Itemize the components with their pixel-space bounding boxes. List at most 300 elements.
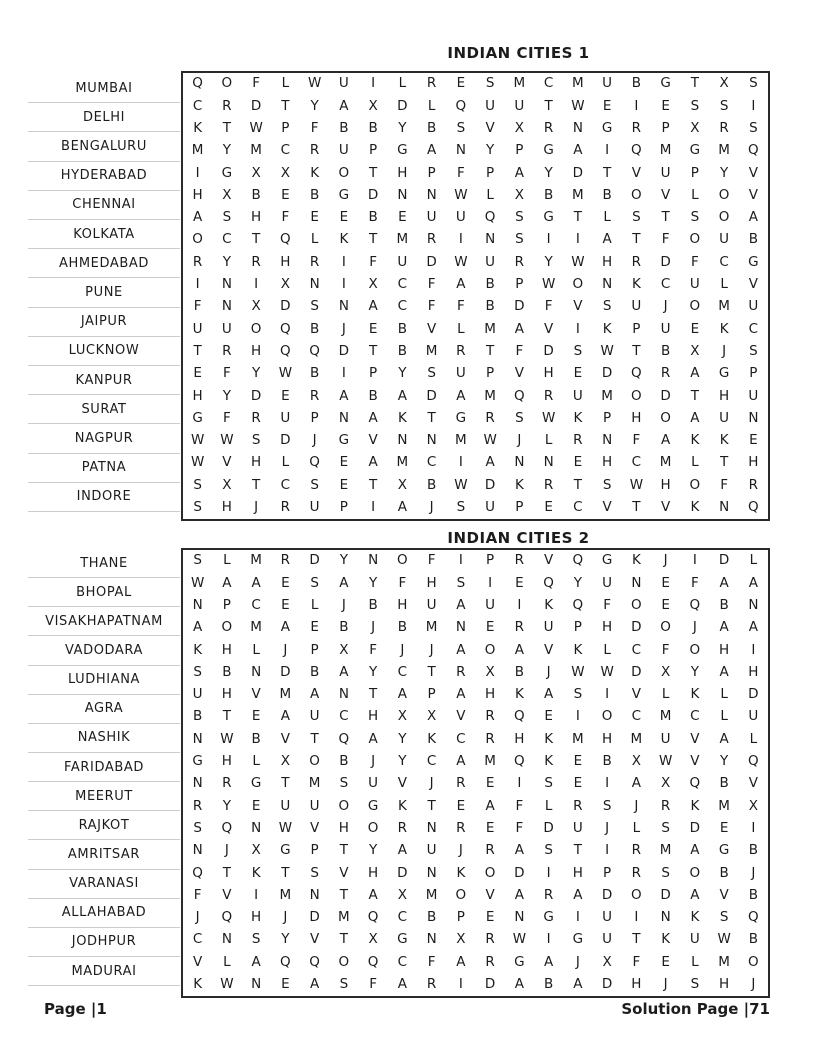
grid-cell: K xyxy=(690,686,700,703)
grid-cell: P xyxy=(427,686,436,703)
grid-cell: C xyxy=(426,753,437,770)
grid-cell: J xyxy=(663,298,668,315)
grid-cell: L xyxy=(632,819,641,836)
grid-cell: A xyxy=(310,686,320,703)
grid-cell: S xyxy=(544,842,553,859)
grid-cell: O xyxy=(689,231,701,248)
grid-cell: S xyxy=(690,97,700,114)
grid-cell: G xyxy=(280,842,291,859)
grid-cell: B xyxy=(339,119,349,136)
grid-cell: C xyxy=(456,730,466,747)
grid-cell: P xyxy=(369,142,378,159)
grid-cell: O xyxy=(221,75,233,92)
grid-cell: E xyxy=(661,953,670,970)
grid-cell: M xyxy=(455,432,467,449)
grid-cell: U xyxy=(309,797,320,814)
grid-cell: N xyxy=(719,499,730,516)
grid-cell: P xyxy=(310,641,319,658)
grid-cell: J xyxy=(254,499,259,516)
grid-cell: L xyxy=(603,641,611,658)
grid-cell: B xyxy=(602,186,612,203)
grid-cell: T xyxy=(690,75,699,92)
grid-cell: S xyxy=(749,75,758,92)
grid-cell: V xyxy=(427,320,437,337)
grid-cell: Q xyxy=(367,909,379,926)
puzzle-2-grid xyxy=(181,548,770,998)
grid-cell: L xyxy=(281,75,290,92)
grid-cell: R xyxy=(280,499,291,516)
grid-cell: O xyxy=(250,320,262,337)
grid-cell: A xyxy=(427,142,437,159)
grid-cell: V xyxy=(222,886,232,903)
grid-cell: X xyxy=(690,119,700,136)
grid-cell: T xyxy=(369,476,378,493)
grid-cell: N xyxy=(543,454,554,471)
grid-cell: G xyxy=(543,142,554,159)
grid-cell: S xyxy=(339,775,349,792)
grid-cell: F xyxy=(427,276,436,293)
grid-cell: H xyxy=(221,686,232,703)
grid-cell: L xyxy=(720,276,728,293)
grid-cell: Y xyxy=(222,387,231,404)
grid-cell: P xyxy=(515,276,524,293)
grid-cell: Y xyxy=(573,574,582,591)
grid-cell: I xyxy=(371,499,376,516)
grid-cell: M xyxy=(572,730,584,747)
grid-cell: Q xyxy=(309,454,320,471)
grid-cell: U xyxy=(485,499,496,516)
grid-cell: X xyxy=(251,842,261,859)
grid-cell: O xyxy=(572,276,584,293)
grid-cell: X xyxy=(251,164,261,181)
grid-cell: X xyxy=(368,276,378,293)
grid-cell: U xyxy=(719,409,730,426)
grid-cell: T xyxy=(603,164,612,181)
grid-cell: X xyxy=(485,663,495,680)
grid-cell: F xyxy=(456,164,465,181)
grid-cell: A xyxy=(397,387,407,404)
grid-cell: E xyxy=(281,976,290,993)
grid-cell: A xyxy=(573,976,583,993)
grid-cell: M xyxy=(572,186,584,203)
grid-cell: X xyxy=(397,476,407,493)
grid-cell: X xyxy=(427,708,437,725)
grid-cell: H xyxy=(719,387,730,404)
grid-cell: Y xyxy=(252,365,261,382)
grid-cell: S xyxy=(310,864,319,881)
grid-cell: R xyxy=(456,775,466,792)
word-list-item xyxy=(28,695,180,724)
grid-cell: T xyxy=(632,499,641,516)
grid-cell: E xyxy=(749,432,758,449)
grid-cell: X xyxy=(514,119,524,136)
grid-cell: M xyxy=(279,686,292,703)
grid-cell: T xyxy=(369,342,378,359)
grid-cell: D xyxy=(514,864,525,881)
grid-cell: T xyxy=(573,209,582,226)
grid-cell: O xyxy=(367,819,379,836)
grid-cell: P xyxy=(369,365,378,382)
grid-cell: F xyxy=(222,365,231,382)
grid-cell: V xyxy=(310,819,320,836)
grid-cell: I xyxy=(546,231,551,248)
grid-cell: O xyxy=(484,864,496,881)
grid-cell: N xyxy=(748,409,759,426)
grid-cell: I xyxy=(751,97,756,114)
grid-cell: R xyxy=(192,797,203,814)
grid-cell: L xyxy=(544,432,553,449)
grid-cell: A xyxy=(544,686,554,703)
grid-cell: C xyxy=(339,708,349,725)
grid-cell: H xyxy=(192,186,203,203)
grid-cell: C xyxy=(192,97,203,114)
grid-cell: I xyxy=(371,75,376,92)
grid-cell: I xyxy=(575,708,580,725)
grid-cell: J xyxy=(663,552,668,569)
grid-cell: L xyxy=(310,231,319,248)
grid-cell: E xyxy=(661,97,670,114)
grid-cell: B xyxy=(485,276,495,293)
grid-cell: H xyxy=(748,663,759,680)
grid-cell: C xyxy=(719,253,729,270)
grid-cell: U xyxy=(602,909,613,926)
grid-cell: I xyxy=(575,909,580,926)
puzzle-2-title: INDIAN CITIES 2 xyxy=(447,529,590,547)
grid-cell: D xyxy=(397,97,408,114)
grid-cell: K xyxy=(544,753,554,770)
grid-cell: M xyxy=(659,142,672,159)
grid-cell: E xyxy=(485,619,495,636)
grid-cell: B xyxy=(602,753,612,770)
grid-cell: O xyxy=(631,186,642,203)
word-label: MEERUT xyxy=(75,788,133,804)
grid-cell: W xyxy=(278,819,293,836)
grid-cell: R xyxy=(660,797,671,814)
grid-cell: N xyxy=(748,596,759,613)
grid-cell: F xyxy=(661,641,670,658)
grid-cell: F xyxy=(427,552,436,569)
grid-cell: H xyxy=(251,909,262,926)
word-list-item xyxy=(28,74,180,103)
grid-cell: H xyxy=(221,753,232,770)
grid-cell: Y xyxy=(398,119,407,136)
grid-cell: K xyxy=(690,909,700,926)
grid-cell: B xyxy=(397,342,407,359)
grid-cell: B xyxy=(309,663,320,680)
grid-cell: T xyxy=(427,797,436,814)
grid-cell: M xyxy=(572,75,584,92)
grid-cell: M xyxy=(396,454,409,471)
grid-cell: H xyxy=(251,342,262,359)
grid-cell: U xyxy=(192,686,203,703)
grid-cell: H xyxy=(397,164,408,181)
grid-cell: U xyxy=(280,797,291,814)
grid-cell: B xyxy=(368,119,378,136)
grid-cell: W xyxy=(190,432,205,449)
grid-cell: W xyxy=(454,186,468,203)
grid-cell: H xyxy=(485,686,496,703)
grid-cell: Y xyxy=(369,842,378,859)
grid-cell: A xyxy=(544,953,554,970)
word-label: INDORE xyxy=(76,489,132,505)
grid-cell: A xyxy=(368,454,378,471)
grid-cell: H xyxy=(397,596,408,613)
grid-cell: N xyxy=(192,842,203,859)
grid-cell: Y xyxy=(222,797,231,814)
grid-cell: B xyxy=(251,730,261,747)
grid-cell: B xyxy=(339,619,349,636)
grid-cell: G xyxy=(397,931,408,948)
grid-cell: Y xyxy=(398,753,407,770)
grid-cell: D xyxy=(572,164,584,181)
grid-cell: U xyxy=(338,142,349,159)
grid-cell: L xyxy=(720,708,728,725)
grid-cell: S xyxy=(456,119,466,136)
grid-cell: A xyxy=(456,276,466,293)
grid-cell: L xyxy=(749,730,758,747)
grid-cell: P xyxy=(632,320,641,337)
grid-cell: T xyxy=(281,864,290,881)
grid-cell: R xyxy=(660,365,671,382)
grid-cell: Y xyxy=(222,253,231,270)
grid-cell: N xyxy=(426,186,437,203)
grid-cell: V xyxy=(368,432,378,449)
grid-cell: Y xyxy=(720,164,729,181)
grid-cell: M xyxy=(484,320,496,337)
grid-cell: F xyxy=(720,476,728,493)
grid-cell: E xyxy=(339,209,349,226)
grid-cell: O xyxy=(338,164,350,181)
grid-cell: I xyxy=(458,552,463,569)
grid-cell: Y xyxy=(398,730,407,747)
grid-cell: S xyxy=(573,342,583,359)
grid-cell: I xyxy=(605,142,610,159)
grid-cell: U xyxy=(748,298,759,315)
grid-cell: M xyxy=(513,75,526,92)
grid-cell: B xyxy=(426,119,437,136)
grid-cell: I xyxy=(546,864,551,881)
word-label: LUCKNOW xyxy=(68,343,140,359)
grid-cell: E xyxy=(515,574,524,591)
word-list-item xyxy=(28,666,180,695)
grid-cell: N xyxy=(572,119,583,136)
grid-cell: M xyxy=(484,387,496,404)
grid-cell: P xyxy=(515,142,524,159)
grid-cell: A xyxy=(719,730,729,747)
grid-cell: P xyxy=(427,164,436,181)
grid-cell: H xyxy=(631,976,642,993)
grid-cell: A xyxy=(748,574,758,591)
grid-cell: L xyxy=(427,97,436,114)
grid-cell: M xyxy=(396,231,409,248)
grid-cell: T xyxy=(369,686,378,703)
grid-cell: R xyxy=(573,432,583,449)
grid-cell: L xyxy=(223,953,231,970)
grid-cell: R xyxy=(222,97,232,114)
grid-cell: S xyxy=(690,976,700,993)
grid-cell: T xyxy=(427,409,436,426)
grid-cell: U xyxy=(309,499,320,516)
grid-cell: M xyxy=(718,953,730,970)
grid-cell: J xyxy=(312,432,317,449)
grid-cell: P xyxy=(690,164,699,181)
grid-cell: B xyxy=(368,387,378,404)
grid-cell: B xyxy=(222,663,232,680)
grid-cell: V xyxy=(544,641,554,658)
word-label: AGRA xyxy=(84,701,124,717)
grid-cell: Q xyxy=(280,953,291,970)
grid-cell: B xyxy=(309,320,320,337)
grid-cell: R xyxy=(426,976,437,993)
grid-cell: H xyxy=(221,641,232,658)
grid-cell: N xyxy=(397,432,408,449)
grid-cell: I xyxy=(517,596,522,613)
grid-cell: P xyxy=(222,596,231,613)
grid-cell: X xyxy=(397,708,407,725)
grid-cell: T xyxy=(339,886,348,903)
grid-cell: A xyxy=(690,365,700,382)
grid-cell: Q xyxy=(309,342,320,359)
grid-cell: U xyxy=(572,819,583,836)
grid-cell: A xyxy=(251,574,261,591)
grid-cell: R xyxy=(280,552,291,569)
grid-cell: N xyxy=(455,619,466,636)
grid-cell: C xyxy=(631,641,642,658)
grid-cell: J xyxy=(429,641,434,658)
grid-cell: Y xyxy=(720,753,729,770)
grid-cell: S xyxy=(515,231,524,248)
grid-cell: B xyxy=(309,186,320,203)
grid-cell: D xyxy=(601,365,613,382)
grid-cell: H xyxy=(221,499,232,516)
grid-cell: E xyxy=(485,909,495,926)
grid-cell: N xyxy=(192,775,203,792)
grid-cell: E xyxy=(310,209,319,226)
grid-cell: O xyxy=(689,641,701,658)
grid-cell: A xyxy=(456,753,466,770)
grid-cell: R xyxy=(543,886,554,903)
grid-cell: B xyxy=(426,909,437,926)
grid-cell: G xyxy=(397,142,408,159)
word-list-item xyxy=(28,454,180,483)
grid-cell: U xyxy=(338,75,349,92)
word-label: SURAT xyxy=(81,401,127,417)
grid-cell: A xyxy=(690,842,700,859)
grid-cell: E xyxy=(485,775,495,792)
grid-cell: D xyxy=(484,976,496,993)
grid-cell: T xyxy=(222,119,231,136)
grid-cell: U xyxy=(602,75,613,92)
grid-cell: H xyxy=(602,454,613,471)
grid-cell: O xyxy=(338,953,350,970)
grid-cell: I xyxy=(341,253,346,270)
grid-cell: S xyxy=(661,864,670,881)
grid-cell: K xyxy=(310,164,320,181)
grid-cell: L xyxy=(544,797,553,814)
grid-cell: W xyxy=(600,663,614,680)
grid-cell: X xyxy=(280,276,290,293)
grid-cell: C xyxy=(690,708,700,725)
grid-cell: Q xyxy=(748,499,759,516)
word-label: MADURAI xyxy=(71,963,137,979)
grid-cell: C xyxy=(397,909,408,926)
grid-cell: Q xyxy=(280,320,291,337)
grid-cell: X xyxy=(631,753,641,770)
grid-cell: X xyxy=(368,931,378,948)
grid-cell: V xyxy=(631,686,641,703)
grid-cell: A xyxy=(748,209,758,226)
grid-cell: M xyxy=(425,886,438,903)
grid-cell: N xyxy=(514,454,525,471)
grid-cell: T xyxy=(632,231,641,248)
grid-cell: Q xyxy=(689,775,701,792)
grid-cell: F xyxy=(632,432,641,449)
grid-cell: Q xyxy=(221,819,233,836)
grid-cell: G xyxy=(192,409,203,426)
grid-cell: P xyxy=(310,842,319,859)
grid-cell: F xyxy=(456,298,465,315)
grid-cell: V xyxy=(485,886,495,903)
grid-cell: F xyxy=(515,342,524,359)
grid-cell: D xyxy=(426,253,437,270)
grid-cell: K xyxy=(193,976,203,993)
grid-cell: C xyxy=(397,663,408,680)
grid-cell: S xyxy=(485,75,495,92)
grid-cell: O xyxy=(718,186,730,203)
grid-cell: V xyxy=(631,164,641,181)
grid-cell: P xyxy=(339,499,348,516)
grid-cell: E xyxy=(281,387,290,404)
grid-cell: D xyxy=(601,976,613,993)
grid-cell: P xyxy=(456,909,465,926)
grid-cell: R xyxy=(426,231,437,248)
grid-cell: F xyxy=(252,75,260,92)
grid-cell: R xyxy=(485,730,495,747)
grid-cell: H xyxy=(251,209,262,226)
grid-cell: V xyxy=(544,552,554,569)
grid-cell: A xyxy=(339,663,349,680)
grid-cell: J xyxy=(751,976,756,993)
grid-cell: I xyxy=(634,97,639,114)
word-list-item xyxy=(28,278,180,307)
grid-cell: R xyxy=(426,75,437,92)
grid-cell: Y xyxy=(281,931,290,948)
grid-cell: A xyxy=(222,574,232,591)
word-list-item xyxy=(28,549,180,578)
grid-cell: L xyxy=(252,641,260,658)
grid-cell: R xyxy=(485,953,495,970)
grid-cell: S xyxy=(749,119,758,136)
grid-cell: Q xyxy=(309,953,320,970)
grid-cell: I xyxy=(195,276,200,293)
grid-cell: U xyxy=(397,253,408,270)
grid-cell: V xyxy=(748,775,758,792)
grid-cell: S xyxy=(193,819,202,836)
grid-cell: F xyxy=(515,797,524,814)
grid-cell: B xyxy=(543,976,554,993)
grid-cell: L xyxy=(603,209,611,226)
grid-cell: M xyxy=(338,909,350,926)
word-label: THANE xyxy=(80,555,128,571)
grid-cell: U xyxy=(309,708,320,725)
grid-cell: C xyxy=(222,231,232,248)
grid-cell: F xyxy=(369,976,377,993)
grid-cell: K xyxy=(544,730,554,747)
grid-cell: A xyxy=(251,953,261,970)
grid-cell: B xyxy=(339,753,349,770)
grid-cell: K xyxy=(397,409,407,426)
grid-cell: E xyxy=(573,775,583,792)
